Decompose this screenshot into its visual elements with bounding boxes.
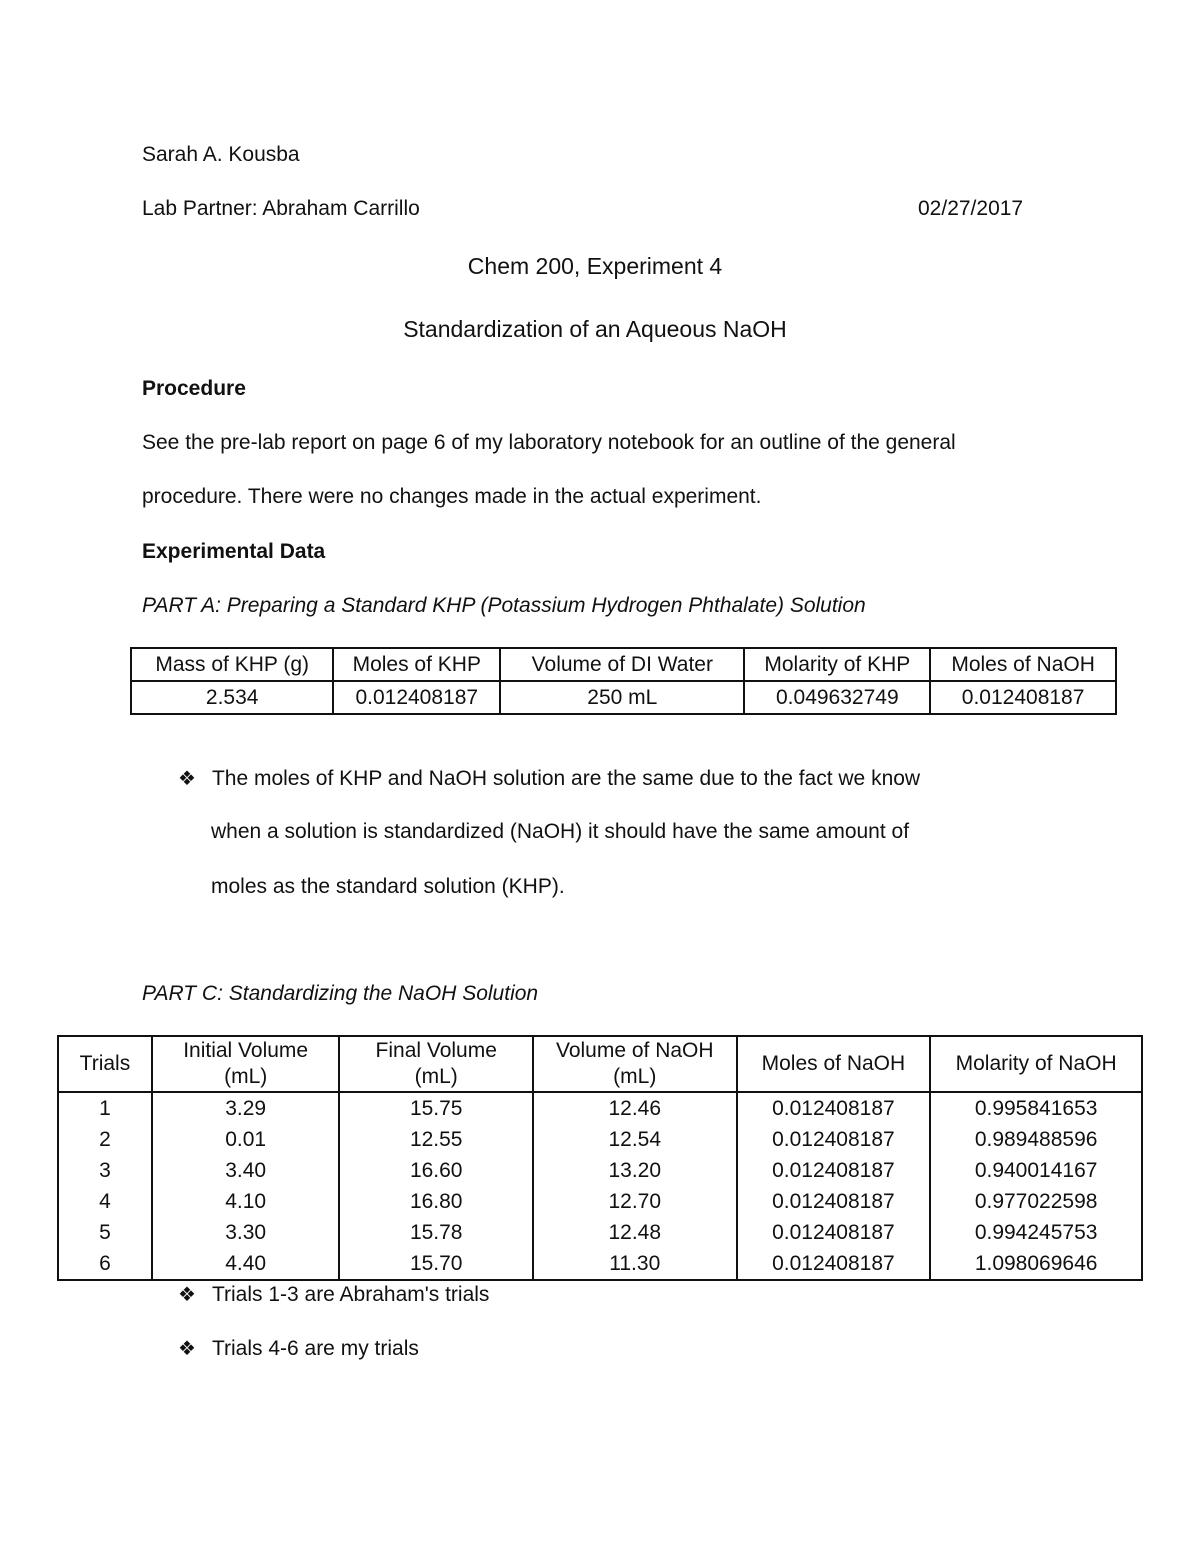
table-cell: 3.40: [152, 1155, 340, 1186]
note-text-line2: when a solution is standardized (NaOH) it should have the same amount of: [211, 820, 910, 843]
table-cell: 16.60: [339, 1155, 533, 1186]
table-cell: 15.78: [339, 1217, 533, 1248]
table-cell: 16.80: [339, 1186, 533, 1217]
table-cell: 0.012408187: [930, 681, 1116, 714]
column-header: Molarity of NaOH: [930, 1036, 1142, 1092]
table-header-row: [58, 1036, 1142, 1092]
table-cell: 0.012408187: [737, 1155, 931, 1186]
table-cell: 15.70: [339, 1248, 533, 1280]
table-cell: 11.30: [533, 1248, 737, 1280]
part-a-heading: PART A: Preparing a Standard KHP (Potassium Hydrogen Phthalate) Solution: [142, 594, 866, 617]
table-row: [131, 681, 1116, 714]
note-text: Trials 4-6 are my trials: [211, 1337, 419, 1360]
lab-partner: Lab Partner: Abraham Carrillo: [142, 197, 420, 220]
column-header: Moles of NaOH: [930, 648, 1116, 681]
table-cell: 4: [58, 1186, 152, 1217]
part-c-heading: PART C: Standardizing the NaOH Solution: [142, 982, 539, 1005]
bullet-icon: ❖: [178, 1338, 196, 1360]
table-row: [58, 1217, 1142, 1248]
table-cell: 1.098069646: [930, 1248, 1142, 1280]
table-row: [58, 1092, 1142, 1124]
experiment-title: Standardization of an Aqueous NaOH: [403, 316, 787, 342]
table-cell: 1: [58, 1092, 152, 1124]
table-cell: 0.995841653: [930, 1092, 1142, 1124]
table-cell: 0.012408187: [737, 1186, 931, 1217]
table-cell: 3.29: [152, 1092, 340, 1124]
table-cell: 12.48: [533, 1217, 737, 1248]
note-text: Trials 1-3 are Abraham's trials: [211, 1283, 490, 1306]
author-name: Sarah A. Kousba: [142, 143, 300, 166]
table-cell: 15.75: [339, 1092, 533, 1124]
procedure-heading: Procedure: [142, 377, 246, 400]
table-cell: 0.012408187: [737, 1092, 931, 1124]
column-header: Volume of DI Water: [500, 648, 744, 681]
table-cell: 0.012408187: [333, 681, 500, 714]
experimental-data-heading: Experimental Data: [142, 540, 326, 563]
table-header-row: [131, 648, 1116, 681]
trials-note-2: [178, 1336, 419, 1361]
note-text-line1: The moles of KHP and NaOH solution are the same due to the fact we know: [211, 767, 921, 790]
note-text-line3: moles as the standard solution (KHP).: [211, 875, 565, 898]
table-cell: 0.01: [152, 1124, 340, 1155]
trials-note-1: [178, 1282, 489, 1307]
part-a-note: [178, 766, 920, 791]
table-cell: 12.46: [533, 1092, 737, 1124]
column-header: Volume of NaOH (mL): [533, 1036, 737, 1092]
table-cell: 0.989488596: [930, 1124, 1142, 1155]
table-cell: 0.012408187: [737, 1124, 931, 1155]
procedure-text-line1: See the pre-lab report on page 6 of my laboratory notebook for an outline of the general: [142, 431, 956, 454]
column-header: Moles of KHP: [333, 648, 500, 681]
table-cell: 13.20: [533, 1155, 737, 1186]
part-c-table-body: [58, 1092, 1142, 1280]
table-cell: 0.012408187: [737, 1217, 931, 1248]
table-row: [58, 1186, 1142, 1217]
table-cell: 0.994245753: [930, 1217, 1142, 1248]
table-cell: 12.55: [339, 1124, 533, 1155]
report-date: 02/27/2017: [918, 197, 1024, 220]
procedure-text-line2: procedure. There were no changes made in the actual experiment.: [142, 485, 762, 508]
part-c-table: [57, 1035, 1143, 1281]
table-cell: 12.70: [533, 1186, 737, 1217]
column-header: Final Volume (mL): [339, 1036, 533, 1092]
table-cell: 6: [58, 1248, 152, 1280]
table-row: [58, 1155, 1142, 1186]
column-header: Initial Volume (mL): [152, 1036, 340, 1092]
table-cell: 2.534: [131, 681, 333, 714]
table-cell: 0.940014167: [930, 1155, 1142, 1186]
table-cell: 0.049632749: [744, 681, 930, 714]
table-row: [58, 1124, 1142, 1155]
column-header: Mass of KHP (g): [131, 648, 333, 681]
bullet-icon: ❖: [178, 1284, 196, 1306]
table-cell: 0.012408187: [737, 1248, 931, 1280]
column-header: Moles of NaOH: [737, 1036, 931, 1092]
bullet-icon: ❖: [178, 768, 196, 790]
column-header: Molarity of KHP: [744, 648, 930, 681]
table-cell: 12.54: [533, 1124, 737, 1155]
table-cell: 2: [58, 1124, 152, 1155]
course-title: Chem 200, Experiment 4: [467, 253, 723, 279]
table-row: [58, 1248, 1142, 1280]
table-cell: 4.10: [152, 1186, 340, 1217]
table-cell: 4.40: [152, 1248, 340, 1280]
table-cell: 3: [58, 1155, 152, 1186]
part-a-table: [130, 647, 1117, 715]
table-cell: 3.30: [152, 1217, 340, 1248]
column-header: Trials: [58, 1036, 152, 1092]
table-cell: 0.977022598: [930, 1186, 1142, 1217]
table-cell: 5: [58, 1217, 152, 1248]
table-cell: 250 mL: [500, 681, 744, 714]
